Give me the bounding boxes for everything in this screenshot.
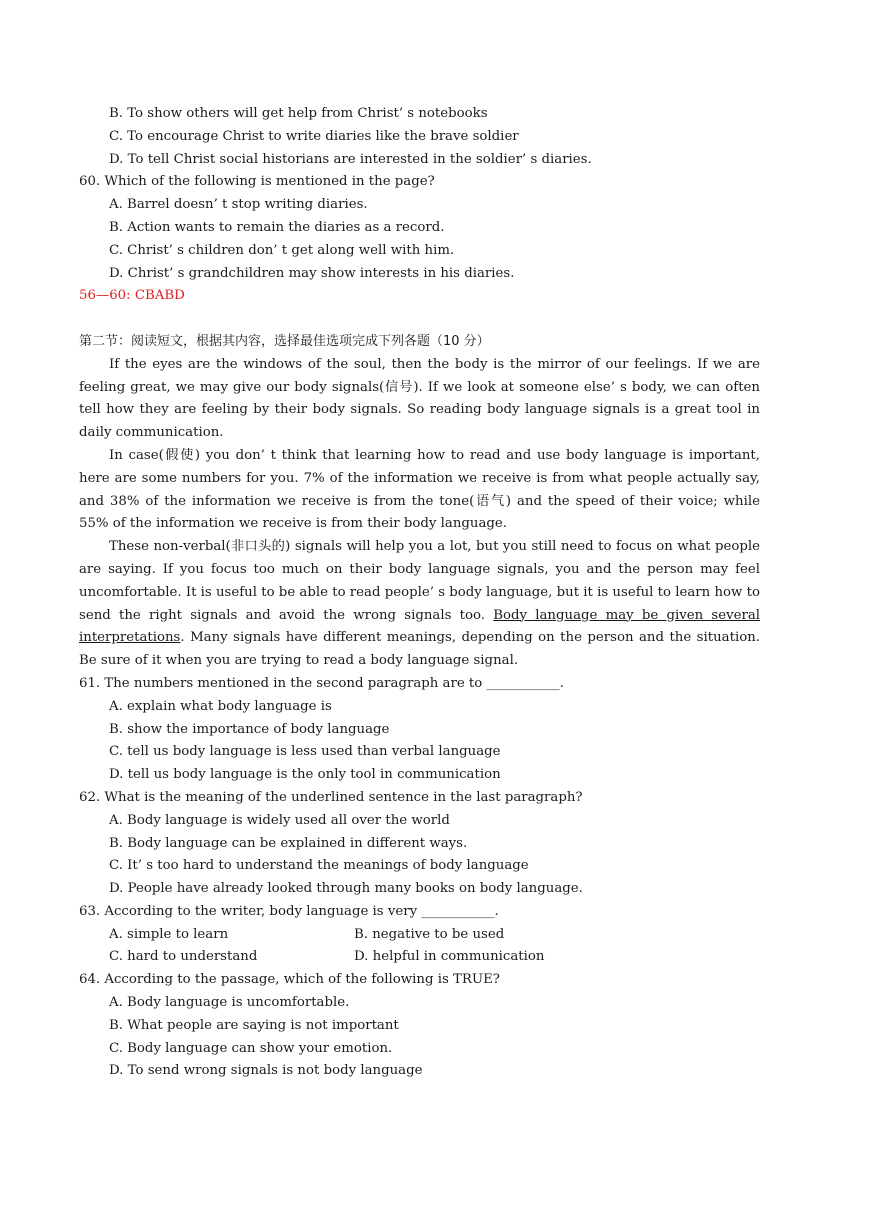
passage-paragraph-3-part-b: . Many signals have different meanings, depending on the person and the situation. Be sure of it when you are trying to read a body language signal. [79,630,760,669]
q60-option-b: B. Action wants to remain the diaries as a record. [109,219,445,235]
q61-option-d: D. tell us body language is the only tool in communication [109,767,501,783]
q60-option-a: A. Barrel doesn’ t stop writing diaries. [109,197,368,213]
q61-option-c: C. tell us body language is less used than verbal language [109,744,501,760]
q60-option-c: C. Christ’ s children don’ t get along well with him. [109,242,455,258]
q59-option-c: C. To encourage Christ to write diaries like the brave soldier [109,128,519,144]
q61-option-b: B. show the importance of body language [109,721,390,737]
q60-stem: 60. Which of the following is mentioned in the page? [79,174,435,190]
passage-paragraph-3-part-a: These non-verbal(非口头的) signals will help you a lot, but you still need to focus on what people are saying. If you focus too much on their body language signals, you and the person may feel uncomfortable. It is useful to be able to read people’ s body language, but it is useful to learn how to send the right signals and avoid the wrong signals too. [79,539,760,623]
underlined-sentence: Body language may be given several interpretations [79,607,761,646]
q64-option-b: B. What people are saying is not important [109,1017,399,1033]
section-2-title: 第二节：阅读短文，根据其内容，选择最佳选项完成下列各题（10 分） [79,333,490,349]
q62-option-c: C. It’ s too hard to understand the meanings of body language [109,858,529,874]
exam-page [79,103,760,1083]
q62-option-d: D. People have already looked through many books on body language. [109,881,583,897]
q62-option-a: A. Body language is widely used all over the world [109,812,450,828]
passage-paragraph-2: In case(假使) you don’ t think that learning how to read and use body language is important, here are some numbers for you. 7% of the information we receive is from what people actually say, and 38% of the information we receive is from the tone(语气) and the speed of their voice; while 55% of the information we receive is from their body language. [79,447,760,532]
q59-option-b: B. To show others will get help from Christ’ s notebooks [109,106,488,121]
q64-option-c: C. Body language can show your emotion. [109,1040,393,1056]
q63-stem: 63. According to the writer, body language is very ___________. [79,903,499,919]
q62-stem: 62. What is the meaning of the underlined sentence in the last paragraph? [79,789,583,805]
q59-option-d: D. To tell Christ social historians are interested in the soldier’ s diaries. [109,151,592,167]
q64-option-d: D. To send wrong signals is not body language [109,1063,423,1079]
q64-option-a: A. Body language is uncomfortable. [109,995,350,1011]
q61-stem: 61. The numbers mentioned in the second paragraph are to ___________. [79,675,564,691]
passage-paragraph-3 [79,536,760,673]
spacer [79,308,760,331]
q60-option-d: D. Christ’ s grandchildren may show interests in his diaries. [109,265,515,281]
q63-option-b: B. negative to be used [354,926,505,942]
q63-options-row-1 [79,924,760,947]
q62-option-b: B. Body language can be explained in different ways. [109,835,468,851]
answer-key-56-60: 56—60: CBABD [79,288,185,304]
q63-option-a: A. simple to learn [109,926,229,942]
q63-option-c: C. hard to understand [109,949,258,965]
q63-options-row-2 [79,946,760,969]
passage-paragraph-1: If the eyes are the windows of the soul, then the body is the mirror of our feelings. If we are feeling great, we may give our body signals(信号). If we look at someone else’ s body, we can often tell how they are feeling by their body signals. So reading body language signals is a great tool in daily communication. [79,356,760,441]
q63-option-d: D. helpful in communication [354,949,545,965]
q61-option-a: A. explain what body language is [109,698,332,714]
q64-stem: 64. According to the passage, which of the following is TRUE? [79,972,500,988]
